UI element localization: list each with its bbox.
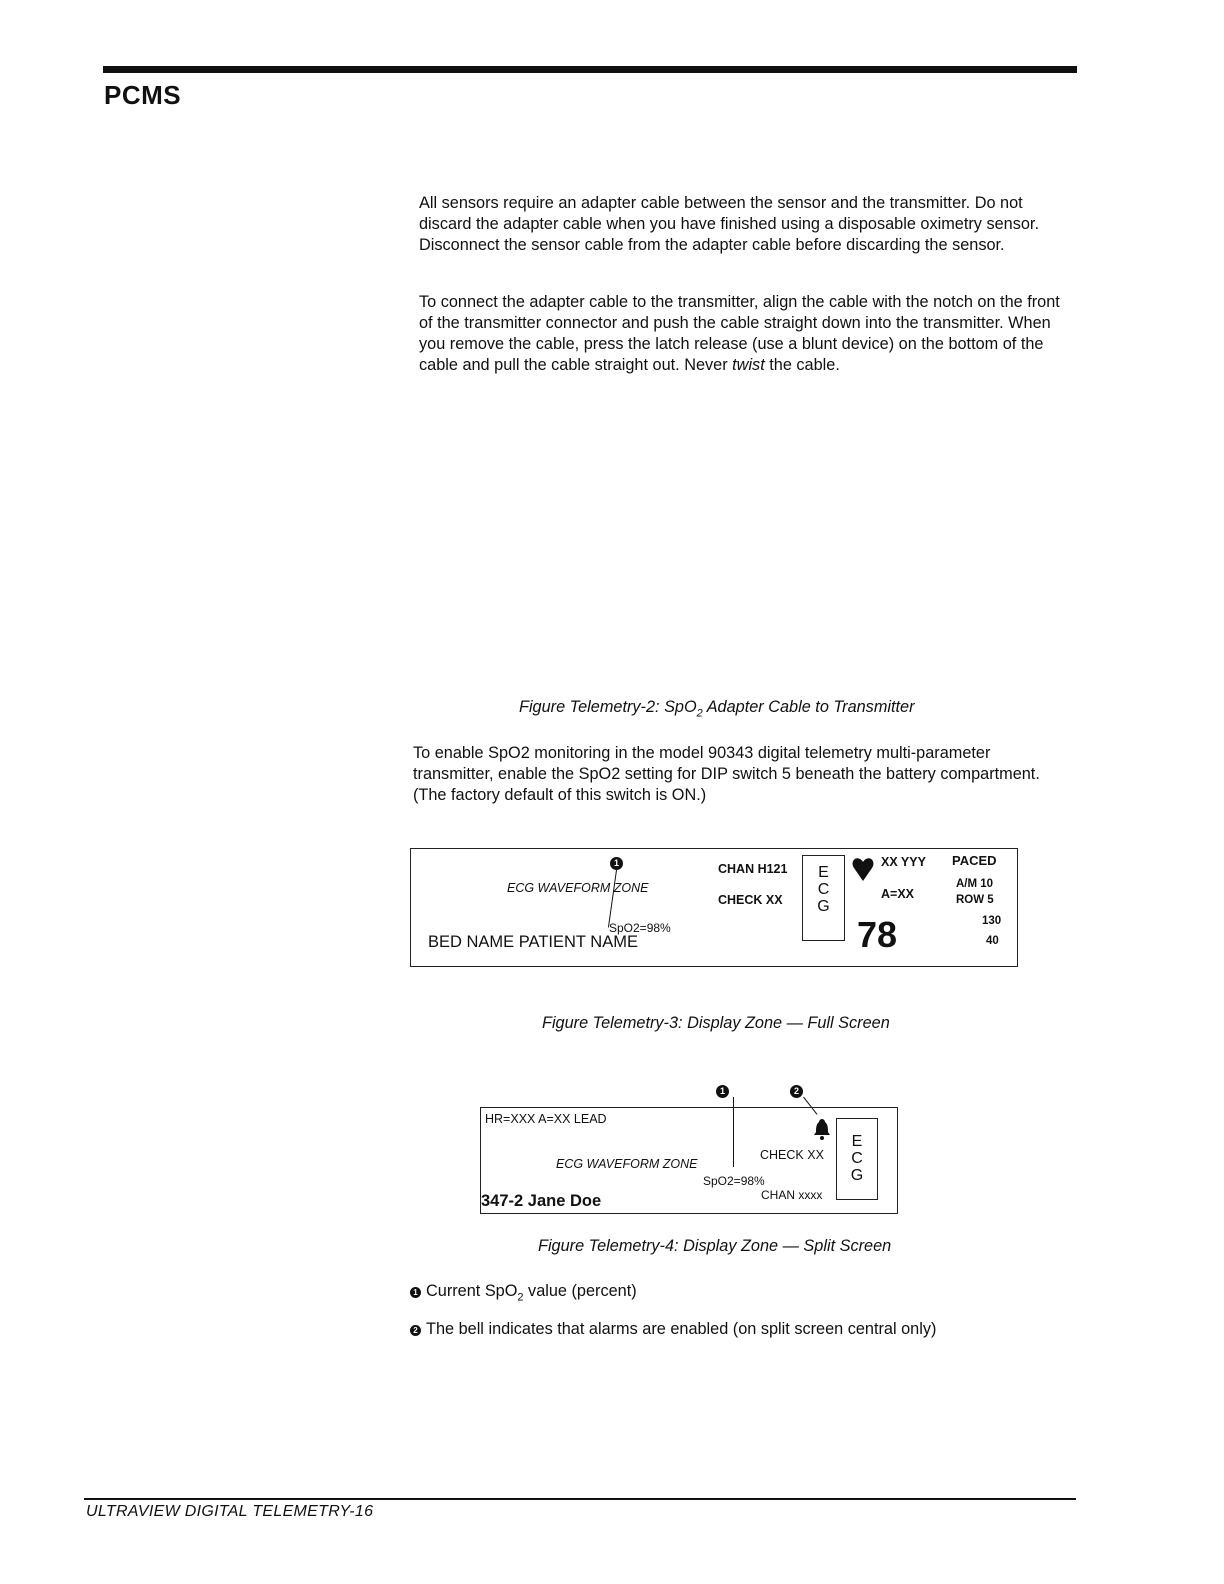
paragraph-adapter-cable: All sensors require an adapter cable between the sensor and the transmitter. Do not discard the adapter cable when you have finished using a disposable oximetry sensor. Disconnect the sensor cable from the adapter cable before discarding the sensor. xyxy=(419,194,1039,254)
channel-label: CHAN xxxx xyxy=(761,1188,823,1202)
callout-1-marker-split: 1 xyxy=(716,1085,729,1098)
bottom-rule xyxy=(84,1498,1076,1500)
row-value: ROW 5 xyxy=(956,894,994,906)
ecg-lead-box: E C G xyxy=(802,855,845,941)
check-label: CHECK XX xyxy=(760,1148,824,1162)
figure-4-split-screen-display xyxy=(480,1107,898,1214)
top-rule xyxy=(103,66,1077,73)
legend-item-2: 2 The bell indicates that alarms are enabled (on split screen central only) xyxy=(410,1320,936,1339)
check-label: CHECK XX xyxy=(718,893,783,907)
patient-name: 347-2 Jane Doe xyxy=(481,1192,602,1210)
alarm-limit-low: 40 xyxy=(986,935,999,947)
paragraph-enable-spo2: To enable SpO2 monitoring in the model 90343 digital telemetry multi-parameter transmitter, enable the SpO2 setting for DIP switch 5 beneath the battery compartment. (The factory default of this switch is ON.) xyxy=(413,744,1040,804)
ecg-waveform-zone-label: ECG WAVEFORM ZONE xyxy=(556,1157,698,1171)
hr-lead-line: HR=XXX A=XX LEAD xyxy=(485,1112,607,1126)
heart-icon xyxy=(852,856,874,882)
figure-3-caption: Figure Telemetry-3: Display Zone — Full Screen xyxy=(542,1014,890,1032)
paragraph-connect-cable xyxy=(419,292,1070,376)
paragraph-connect-text: To connect the adapter cable to the transmitter, align the cable with the notch on the front of the transmitter connector and push the cable straight down into the transmitter. When you remove the cable, press the latch release (use a blunt device) on the bottom of the cable and pull the cable straight out. Never xyxy=(419,293,1060,374)
footer-page-label: ULTRAVIEW DIGITAL TELEMETRY-16 xyxy=(86,1503,374,1520)
figure-4-caption: Figure Telemetry-4: Display Zone — Split Screen xyxy=(538,1237,892,1255)
figure-3-full-screen-display xyxy=(410,848,1018,967)
callout-1-marker: 1 xyxy=(610,857,623,870)
section-title: PCMS xyxy=(104,80,182,110)
paced-label: PACED xyxy=(952,853,997,868)
bell-icon xyxy=(813,1118,831,1140)
a-value: A=XX xyxy=(881,887,915,901)
callout-2-marker-split: 2 xyxy=(790,1085,803,1098)
legend-item-1: 1 Current SpO$_2$ value (percent) xyxy=(410,1282,637,1303)
callout-1-leader xyxy=(608,870,617,928)
am-value: A/M 10 xyxy=(956,878,994,890)
figure-2-caption: Figure Telemetry-2: SpO$_2$ Adapter Cable to Transmitter xyxy=(519,698,915,720)
paragraph-connect-tail: the cable. xyxy=(764,356,840,374)
callout-2-bullet: 2 xyxy=(410,1325,421,1336)
channel-label: CHAN H121 xyxy=(718,862,788,876)
heart-rate-value: 78 xyxy=(857,914,898,955)
alarm-limit-high: 130 xyxy=(982,915,1002,927)
spo2-value: SpO2=98% xyxy=(703,1174,765,1188)
callout-1-bullet: 1 xyxy=(410,1287,421,1298)
ecg-waveform-zone-label: ECG WAVEFORM ZONE xyxy=(507,881,649,895)
twist-emphasis: twist xyxy=(732,356,765,374)
ecg-lead-box: E C G xyxy=(836,1118,878,1200)
spo2-value: SpO2=98% xyxy=(609,921,671,935)
heart-rate-label: XX YYY xyxy=(881,855,926,869)
bed-patient-name: BED NAME PATIENT NAME xyxy=(428,933,638,951)
